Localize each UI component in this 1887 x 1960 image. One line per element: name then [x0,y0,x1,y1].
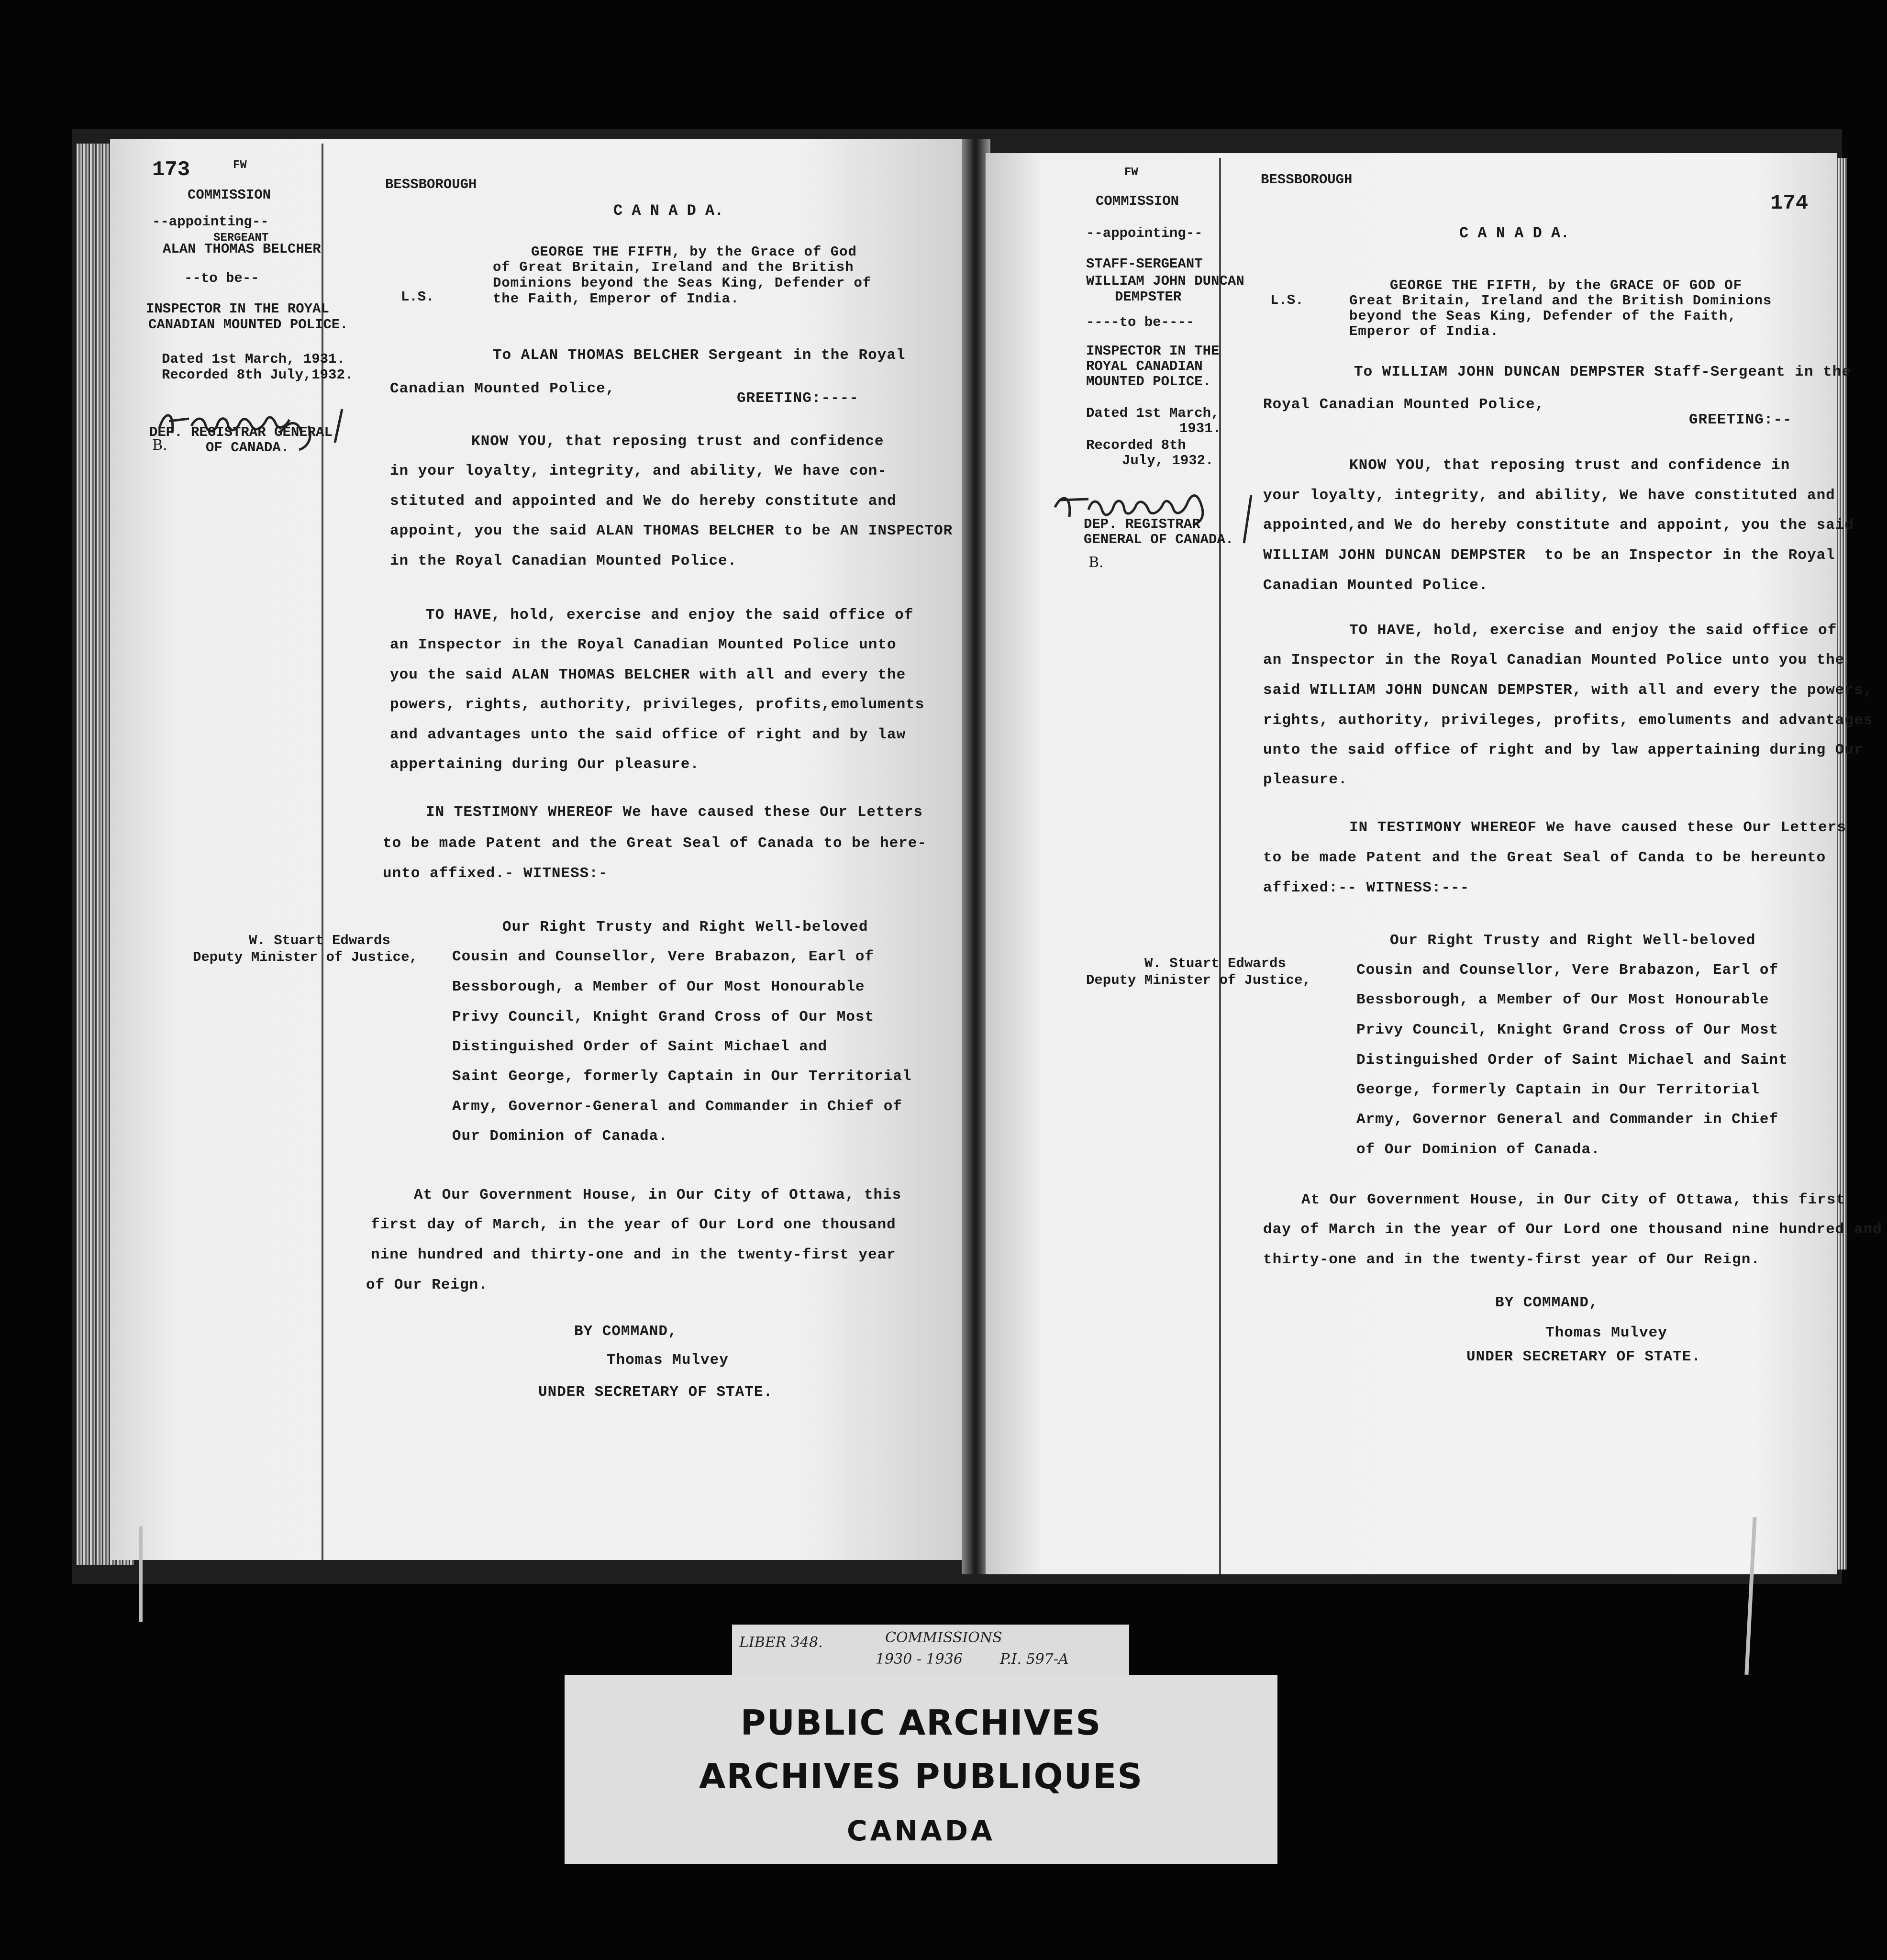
liber-text-line3: 1930 - 1936 [876,1651,963,1668]
preamble-left-line-4: the Faith, Emperor of India. [493,291,740,307]
margin-recorded: Recorded 8th July,1932. [162,367,354,383]
body-right-line-4: KNOW YOU, that reposing trust and confidence in [1349,457,1790,474]
liber-text-line2: COMMISSIONS [885,1629,1002,1646]
page-number-right: 174 [1770,191,1809,215]
body-left-line-12: powers, rights, authority, privileges, profits,emoluments [390,696,925,713]
margin-recorded-line1-right: Recorded 8th [1086,437,1186,453]
body-right-line-5: your loyalty, integrity, and ability, We have constituted and [1263,487,1835,504]
body-right-line-18: Our Right Trusty and Right Well-beloved [1390,932,1756,949]
body-right-line-2: Royal Canadian Mounted Police, [1263,396,1545,413]
body-right-line-28: thirty-one and in the twenty-first year of Our Reign. [1263,1251,1760,1268]
body-left-line-8: in the Royal Canadian Mounted Police. [390,553,737,569]
page-stand-left [139,1526,143,1622]
body-right-line-15: IN TESTIMONY WHEREOF We have caused these Our Letters [1349,819,1846,836]
witness-name-left: W. Stuart Edwards [249,933,390,948]
body-left-line-22: Distinguished Order of Saint Michael and [452,1038,828,1055]
body-right-line-24: Army, Governor General and Commander in Chief [1356,1111,1779,1128]
margin-registrar-line2: OF CANADA. [206,440,289,456]
witness-name-right: W. Stuart Edwards [1144,956,1286,971]
initials-right: FW [1124,166,1138,179]
header-right: BESSBOROUGH [1261,172,1353,188]
body-right-line-3: GREETING:-- [1689,412,1792,428]
margin-rank: SERGEANT [213,232,269,245]
body-left-line-29: of Our Reign. [366,1277,488,1293]
body-left-line-18: Our Right Trusty and Right Well-beloved [502,919,868,935]
body-right-line-21: Privy Council, Knight Grand Cross of Our Most [1356,1022,1779,1038]
preamble-right-line-1: GEORGE THE FIFTH, by the GRACE OF GOD OF [1390,278,1743,293]
margin-post-line3-right: MOUNTED POLICE. [1086,374,1211,390]
closing-left-line-1: BY COMMAND, [574,1323,677,1340]
body-left-line-3: GREETING:---- [737,390,859,407]
body-right-line-20: Bessborough, a Member of Our Most Honourable [1356,991,1769,1008]
body-right-line-27: day of March in the year of Our Lord one thousand nine hundred and [1263,1221,1882,1238]
margin-name: ALAN THOMAS BELCHER [163,241,321,257]
preamble-right-line-3: beyond the Seas King, Defender of the Faith, [1349,308,1737,324]
body-left-line-4: KNOW YOU, that reposing trust and confidence [471,433,884,450]
right-margin-rule [1219,158,1221,1574]
preamble-left-line-2: of Great Britain, Ireland and the British [493,259,854,275]
body-right-line-16: to be made Patent and the Great Seal of Canda to be hereunto [1263,849,1826,866]
body-left-line-28: nine hundred and thirty-one and in the twenty-first year [371,1247,896,1263]
preamble-left-line-3: Dominions beyond the Seas King, Defender of [493,275,872,291]
body-left-line-9: TO HAVE, hold, exercise and enjoy the said office of [426,607,914,624]
margin-commission-right: COMMISSION [1096,193,1179,209]
liber-text-line1: LIBER 348. [739,1634,823,1651]
liber-label [732,1625,1129,1677]
body-left-line-21: Privy Council, Knight Grand Cross of Our Most [452,1009,875,1025]
margin-post-line1-right: INSPECTOR IN THE [1086,343,1220,359]
body-right-line-1: To WILLIAM JOHN DUNCAN DEMPSTER Staff-Sergeant in the [1354,364,1851,380]
closing-right-line-2: Thomas Mulvey [1545,1325,1667,1341]
body-left-line-25: Our Dominion of Canada. [452,1128,668,1145]
body-left-line-20: Bessborough, a Member of Our Most Honourable [452,979,865,995]
margin-appointing-right: --appointing-- [1086,225,1203,241]
archives-line2: ARCHIVES PUBLIQUES [699,1756,1143,1796]
margin-registrar-line2-right: GENERAL OF CANADA. [1084,532,1234,547]
closing-right-line-1: BY COMMAND, [1495,1294,1598,1311]
body-left-line-23: Saint George, formerly Captain in Our Territorial [452,1068,912,1085]
margin-dated: Dated 1st March, 1931. [162,351,345,367]
ls-left: L.S. [401,289,434,305]
page-number-left: 173 [152,158,190,182]
body-right-line-13: unto the said office of right and by law appertaining during Our [1263,742,1864,758]
closing-right-line-3: UNDER SECRETARY OF STATE. [1466,1348,1701,1365]
body-left-line-14: appertaining during Our pleasure. [390,756,699,773]
header-left: BESSBOROUGH [385,177,477,192]
preamble-right-line-2: Great Britain, Ireland and the British Dominions [1349,293,1772,309]
witness-title-left: Deputy Minister of Justice, [193,949,418,965]
preamble-right-line-4: Emperor of India. [1349,323,1499,339]
body-right-line-17: affixed:-- WITNESS:--- [1263,880,1470,896]
body-left-line-17: unto affixed.- WITNESS:- [383,865,608,882]
initials-left: FW [233,159,247,172]
body-right-line-6: appointed,and We do hereby constitute and appoint, you the said [1263,517,1854,534]
body-left-line-5: in your loyalty, integrity, and ability, We have con- [390,463,887,479]
country-left: C A N A D A. [613,202,724,220]
witness-title-right: Deputy Minister of Justice, [1086,972,1311,988]
margin-post-line2: CANADIAN MOUNTED POLICE. [148,317,348,333]
body-left-line-24: Army, Governor-General and Commander in Chief of [452,1098,902,1115]
margin-post-line1: INSPECTOR IN THE ROYAL [146,301,329,317]
body-left-line-11: you the said ALAN THOMAS BELCHER with all and every the [390,667,906,683]
closing-left-line-2: Thomas Mulvey [607,1352,729,1369]
margin-registrar-line1-right: DEP. REGISTRAR [1084,516,1200,532]
margin-appointing: --appointing-- [152,214,269,230]
body-left-line-7: appoint, you the said ALAN THOMAS BELCHER to be AN INSPECTOR [390,523,953,539]
body-right-line-8: Canadian Mounted Police. [1263,577,1488,594]
body-right-line-26: At Our Government House, in Our City of Ottawa, this first [1301,1192,1845,1208]
ls-right: L.S. [1270,292,1304,308]
margin-commission: COMMISSION [188,187,271,203]
body-right-line-11: said WILLIAM JOHN DUNCAN DEMPSTER, with all and every the powers, [1263,682,1873,699]
body-right-line-22: Distinguished Order of Saint Michael and Saint [1356,1052,1788,1069]
closing-left-line-3: UNDER SECRETARY OF STATE. [538,1384,773,1401]
body-left-line-15: IN TESTIMONY WHEREOF We have caused these Our Letters [426,804,923,821]
margin-to-be: --to be-- [184,270,259,286]
body-right-line-9: TO HAVE, hold, exercise and enjoy the said office of [1349,622,1837,639]
body-right-line-12: rights, authority, privileges, profits, emoluments and advantages [1263,712,1873,729]
body-right-line-7: WILLIAM JOHN DUNCAN DEMPSTER to be an Inspector in the Royal [1263,547,1835,564]
body-left-line-13: and advantages unto the said office of right and by law [390,726,906,743]
public-archives-label [565,1675,1277,1864]
margin-name-line1-right: WILLIAM JOHN DUNCAN [1086,273,1244,289]
margin-to-be-right: ----to be---- [1086,314,1195,330]
margin-dated-line1-right: Dated 1st March, [1086,405,1220,421]
body-left-line-19: Cousin and Counsellor, Vere Brabazon, Earl of [452,948,875,965]
margin-registrar-line1: DEP. REGISTRAR GENERAL [149,424,333,440]
liber-text-line4: P.I. 597-A [1000,1651,1069,1668]
country-right: C A N A D A. [1459,224,1570,242]
body-right-line-19: Cousin and Counsellor, Vere Brabazon, Earl of [1356,962,1779,979]
body-left-line-27: first day of March, in the year of Our Lord one thousand [371,1216,896,1233]
archives-line3: CANADA [847,1815,995,1847]
body-left-line-10: an Inspector in the Royal Canadian Mounted Police unto [390,636,897,653]
body-right-line-23: George, formerly Captain in Our Territorial [1356,1081,1760,1098]
body-right-line-14: pleasure. [1263,771,1348,788]
body-left-line-2: Canadian Mounted Police, [390,380,615,397]
margin-dated-line2-right: 1931. [1179,421,1221,436]
body-right-line-25: of Our Dominion of Canada. [1356,1141,1600,1158]
preamble-left-line-1: GEORGE THE FIFTH, by the Grace of God [531,244,857,260]
margin-rank-right: STAFF-SERGEANT [1086,256,1203,272]
body-left-line-1: To ALAN THOMAS BELCHER Sergeant in the Royal [493,347,906,364]
body-left-line-6: stituted and appointed and We do hereby constitute and [390,493,897,510]
margin-recorded-line2-right: July, 1932. [1122,453,1214,468]
body-left-line-26: At Our Government House, in Our City of Ottawa, this [414,1187,902,1203]
body-left-line-16: to be made Patent and the Great Seal of Canada to be here- [383,835,927,852]
body-right-line-10: an Inspector in the Royal Canadian Mounted Police unto you the [1263,652,1845,668]
margin-post-line2-right: ROYAL CANADIAN [1086,358,1203,374]
archives-line1: PUBLIC ARCHIVES [740,1703,1102,1743]
margin-name-line2-right: DEMPSTER [1115,289,1182,305]
